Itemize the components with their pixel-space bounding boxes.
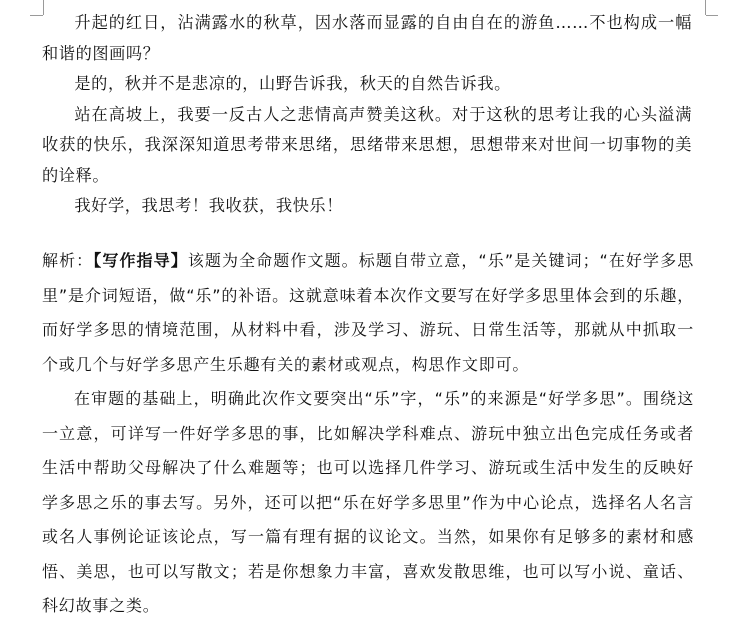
crop-mark-top-right-horizontal (706, 15, 718, 16)
essay-paragraph: 我好学，我思考！我收获，我快乐！ (74, 196, 343, 215)
analysis-text: 该题为全命题作文题。标题自带立意，“乐”是关键词；“在好学多思里”是介词短语，做“乐”的补语。这就意味着本次作文要写在好学多思里体会到的乐趣，而好学多思的情境范围，从材料中看，涉及学习、游玩、日常生活等，那就从中抓取一个或几个与好学多思产生乐趣有关的素材或观点，构思作文即可。 (42, 251, 694, 374)
essay-paragraph: 站在高坡上，我要一反古人之悲情高声赞美这秋。对于这秋的思考让我的心头溢满收获的快乐，我深深知道思考带来思绪，思绪带来思想，思想带来对世间一切事物的美的诠释。 (42, 104, 692, 185)
analysis-section (42, 244, 694, 624)
analysis-label: 解析： (42, 251, 94, 270)
crop-mark-top-right-vertical (705, 0, 706, 15)
essay-text (42, 8, 692, 222)
essay-paragraph: 升起的红日，沾满露水的秋草，因水落而显露的自由自在的游鱼……不也构成一幅和谐的图画吗？ (42, 13, 692, 63)
analysis-paragraph: 在审题的基础上，明确此次作文要突出“乐”字，“乐”的来源是“好学多思”。围绕这一立意，可详写一件好学多思的事，比如解决学科难点、游玩中独立出色完成任务或者生活中帮助父母解决了什么难题等；也可以选择几件学习、游玩或生活中发生的反映好学多思之乐的事去写。另外，还可以把“乐在好学多思里”作为中心论点，选择名人名言或名人事例论证该论点，写一篇有理有据的议论文。当然，如果你有足够多的素材和感悟、美思，也可以写散文；若是你想象力丰富，喜欢发散思维，也可以写小说、童话、科幻故事之类。 (42, 389, 694, 615)
essay-paragraph: 是的，秋并不是悲凉的，山野告诉我，秋天的自然告诉我。 (74, 74, 511, 93)
writing-guide-tag: 【写作指导】 (93, 251, 188, 270)
analysis-paragraph (42, 244, 694, 382)
